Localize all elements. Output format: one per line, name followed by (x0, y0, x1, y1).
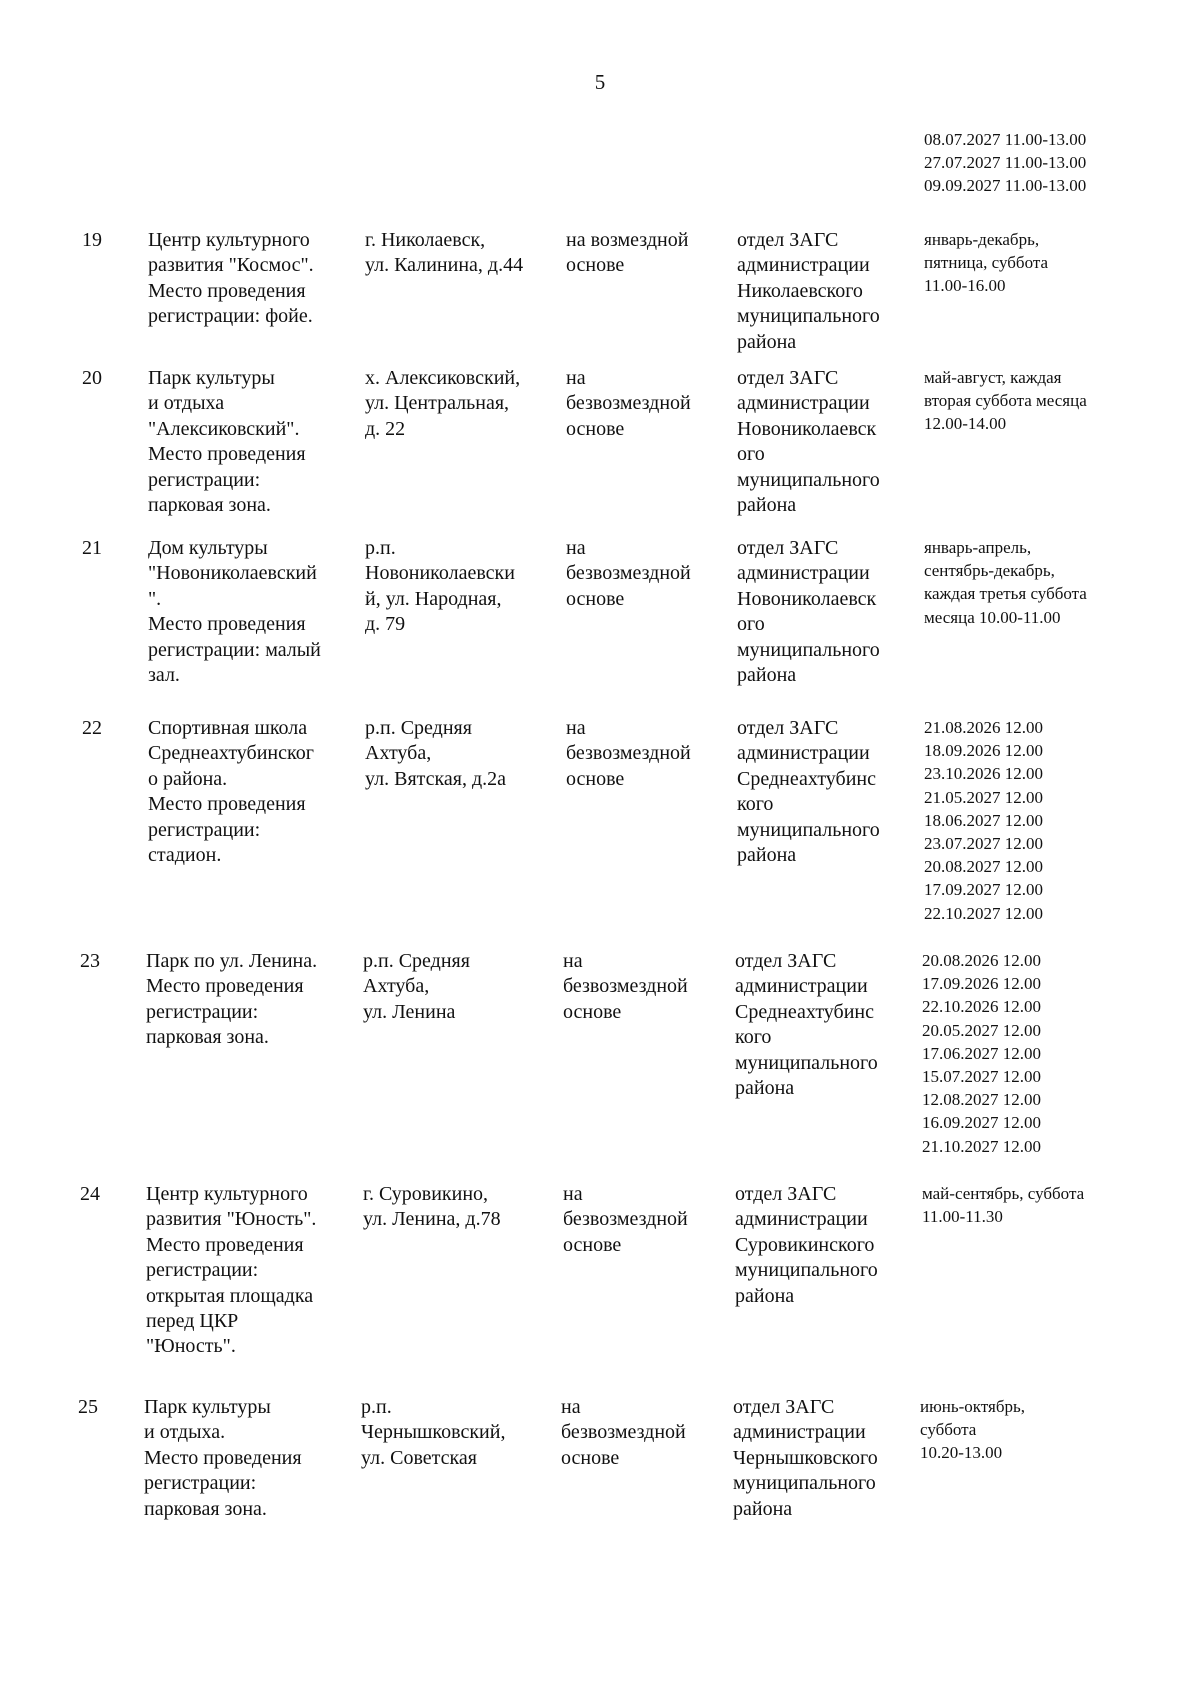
venue-name: Дом культуры "Новониколаевский ". Место проведения регистрации: малый зал. (148, 537, 321, 687)
schedule: январь-декабрь, пятница, суббота 11.00-16.00 (924, 230, 1049, 296)
schedule: май-август, каждая вторая суббота месяца 12.00-14.00 (924, 368, 1087, 434)
row-number: 24 (80, 1183, 100, 1205)
venue-address: р.п. Новониколаевски й, ул. Народная, д. 79 (365, 537, 515, 636)
venue-name: Центр культурного развития "Космос". Место проведения регистрации: фойе. (148, 229, 314, 328)
venue-address: р.п. Средняя Ахтуба, ул. Ленина (363, 950, 470, 1023)
row-number: 22 (82, 717, 102, 739)
registry-office: отдел ЗАГС администрации Новониколаевск ого муниципального района (737, 367, 880, 517)
continued-schedule-dates: 08.07.2027 11.00-13.00 27.07.2027 11.00-13.00 09.09.2027 11.00-13.00 (924, 130, 1087, 195)
payment-basis: на возмездной основе (566, 229, 689, 277)
registry-office: отдел ЗАГС администрации Николаевского муниципального района (737, 229, 880, 353)
page-number: 5 (594, 70, 606, 94)
payment-basis: на безвозмездной основе (566, 367, 691, 440)
schedule: май-сентябрь, суббота 11.00-11.30 (922, 1184, 1085, 1227)
venue-name: Парк по ул. Ленина. Место проведения регистрации: парковая зона. (146, 950, 318, 1049)
row-number: 19 (82, 229, 102, 251)
venue-address: г. Суровикино, ул. Ленина, д.78 (363, 1183, 501, 1231)
venue-address: р.п. Средняя Ахтуба, ул. Вятская, д.2а (365, 717, 507, 790)
schedule: 20.08.2026 12.00 17.09.2026 12.00 22.10.2026 12.00 20.05.2027 12.00 17.06.2027 12.00 15.07.2027 12.00 12.08.2027 12.00 16.09.2027 12.00 21.10.2027 12.00 (922, 951, 1041, 1156)
payment-basis: на безвозмездной основе (566, 717, 691, 790)
venue-address: р.п. Чернышковский, ул. Советская (361, 1396, 506, 1469)
registry-office: отдел ЗАГС администрации Среднеахтубинс кого муниципального района (737, 717, 880, 867)
row-number: 20 (82, 367, 102, 389)
registry-office: отдел ЗАГС администрации Суровикинского муниципального района (735, 1183, 878, 1307)
schedule: июнь-октябрь, суббота 10.20-13.00 (920, 1397, 1026, 1463)
registry-office: отдел ЗАГС администрации Среднеахтубинс кого муниципального района (735, 950, 878, 1100)
venue-address: г. Николаевск, ул. Калинина, д.44 (365, 229, 524, 277)
venue-name: Спортивная школа Среднеахтубинског о района. Место проведения регистрации: стадион. (148, 717, 314, 867)
payment-basis: на безвозмездной основе (561, 1396, 686, 1469)
registry-office: отдел ЗАГС администрации Новониколаевск ого муниципального района (737, 537, 880, 687)
venue-name: Парк культуры и отдыха. Место проведения регистрации: парковая зона. (144, 1396, 302, 1520)
venue-name: Парк культуры и отдыха "Алексиковский". Место проведения регистрации: парковая зона. (148, 367, 306, 517)
payment-basis: на безвозмездной основе (566, 537, 691, 610)
registry-office: отдел ЗАГС администрации Чернышковского муниципального района (733, 1396, 878, 1520)
row-number: 23 (80, 950, 100, 972)
venue-name: Центр культурного развития "Юность". Место проведения регистрации: открытая площадка перед ЦКР "Юность". (146, 1183, 317, 1358)
payment-basis: на безвозмездной основе (563, 1183, 688, 1256)
venue-address: х. Алексиковский, ул. Центральная, д. 22 (365, 367, 521, 440)
row-number: 25 (78, 1396, 98, 1418)
payment-basis: на безвозмездной основе (563, 950, 688, 1023)
schedule: 21.08.2026 12.00 18.09.2026 12.00 23.10.2026 12.00 21.05.2027 12.00 18.06.2027 12.00 23.07.2027 12.00 20.08.2027 12.00 17.09.2027 12.00 22.10.2027 12.00 (924, 718, 1043, 923)
schedule: январь-апрель, сентябрь-декабрь, каждая третья суббота месяца 10.00-11.00 (924, 538, 1087, 627)
row-number: 21 (82, 537, 102, 559)
